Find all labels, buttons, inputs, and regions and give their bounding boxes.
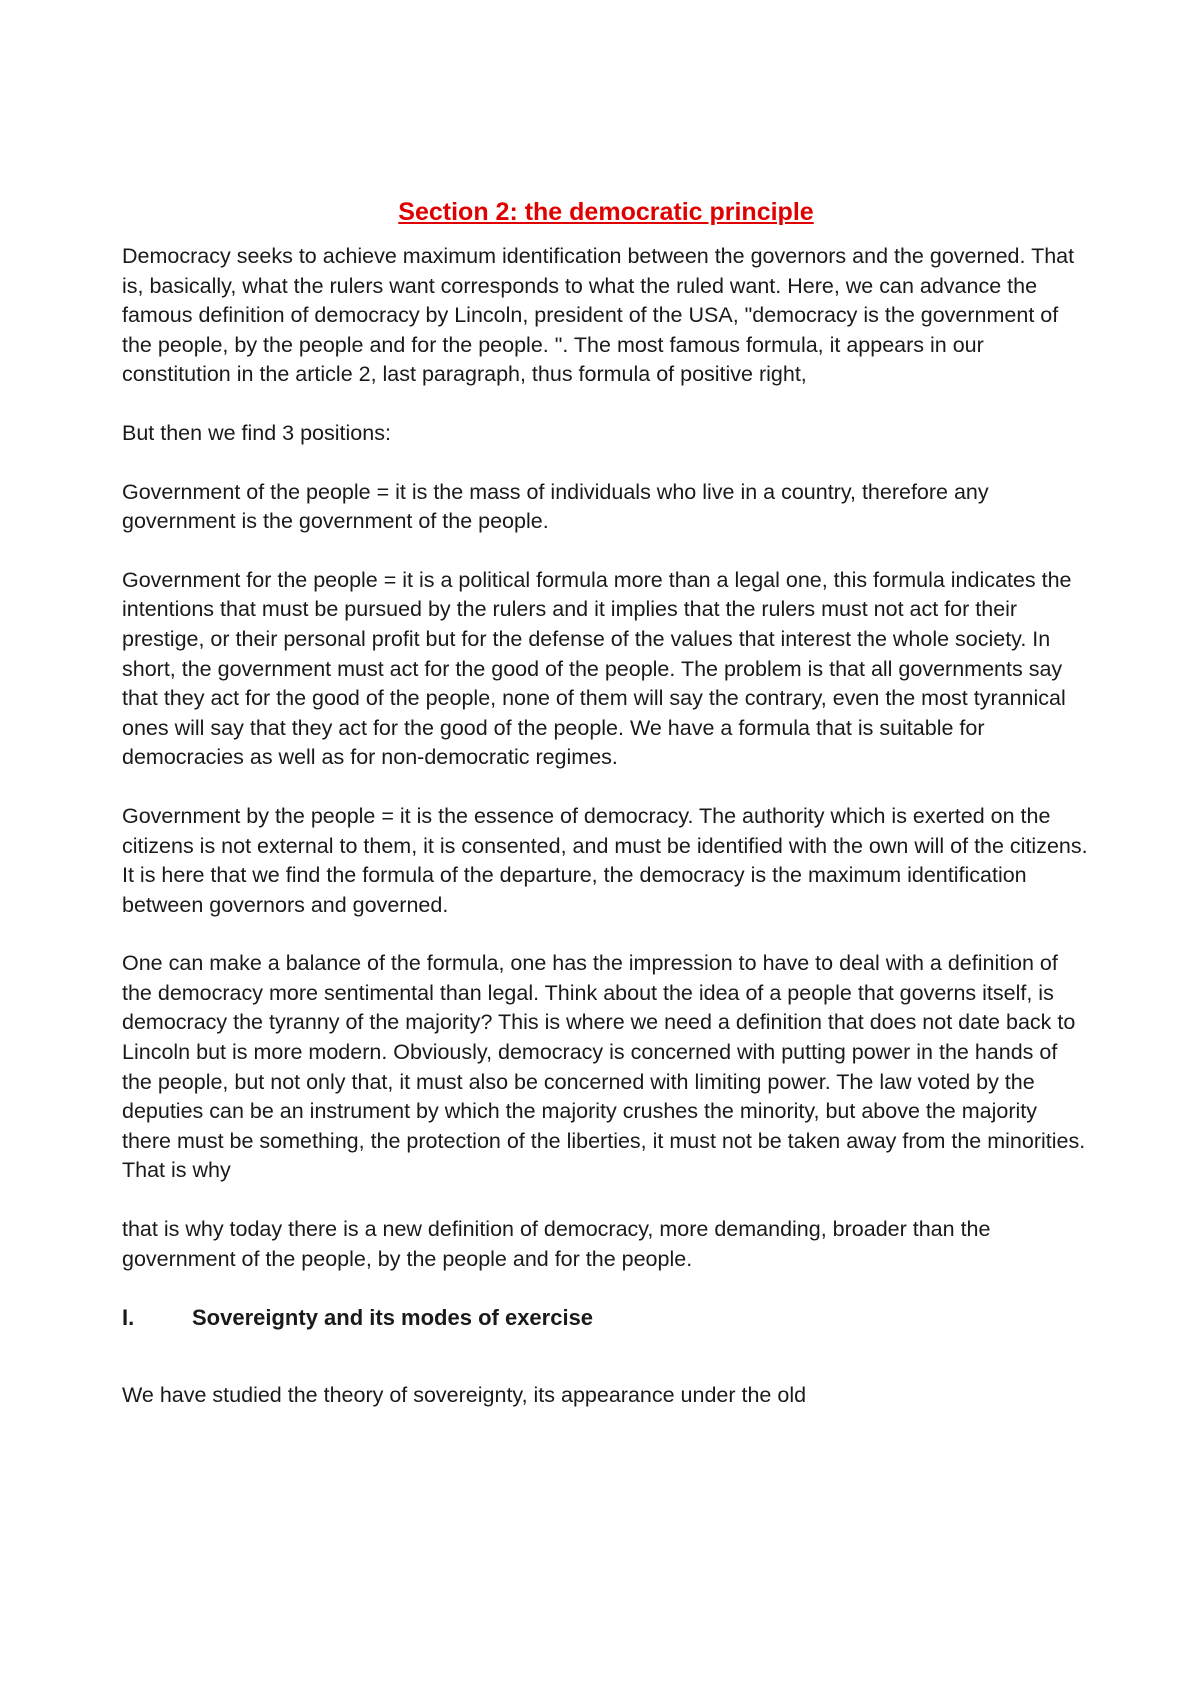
paragraph-government-of-people: Government of the people = it is the mass of individuals who live in a country, therefore any government is the government of the people. bbox=[122, 479, 989, 534]
subsection-number: I. bbox=[122, 1305, 135, 1331]
section-title: Section 2: the democratic principle bbox=[398, 198, 814, 226]
paragraph-sovereignty-intro: We have studied the theory of sovereignty, its appearance under the old bbox=[122, 1383, 807, 1408]
subsection-heading bbox=[122, 1303, 1090, 1333]
paragraph-positions-intro: But then we find 3 positions: bbox=[122, 420, 391, 445]
paragraph-balance-of-formula: One can make a balance of the formula, one has the impression to have to deal with a definition of the democracy more sentimental than legal. Think about the idea of a people that governs itself, is democracy the tyranny of the majority? This is where we need a definition that does not date back to Lincoln but is more modern. Obviously, democracy is concerned with putting power in the hands of the people, but not only that, it must also be concerned with limiting power. The law voted by the deputies can be an instrument by which the majority crushes the minority, but above the majority there must be something, the protection of the liberties, it must not be taken away from the minorities. That is why bbox=[122, 951, 1086, 1183]
paragraph-government-for-people: Government for the people = it is a political formula more than a legal one, this formula indicates the intentions that must be pursued by the rulers and it implies that the rulers must not act for their prestige, or their personal profit but for the defense of the values that interest the whole society. In short, the government must act for the good of the people. The problem is that all governments say that they act for the good of the people, none of them will say the contrary, even the most tyrannical ones will say that they act for the good of the people. We have a formula that is suitable for democracies as well as for non-democratic regimes. bbox=[122, 567, 1072, 770]
subsection-title: Sovereignty and its modes of exercise bbox=[192, 1305, 594, 1331]
paragraph-government-by-people: Government by the people = it is the essence of democracy. The authority which is exerted on the citizens is not external to them, it is consented, and must be identified with the own will of the citizens. It is here that we find the formula of the departure, the democracy is the maximum identification between governors and governed. bbox=[122, 803, 1088, 917]
document-body bbox=[122, 196, 1090, 1440]
paragraph-new-definition: that is why today there is a new definition of democracy, more demanding, broader than the government of the people, by the people and for the people. bbox=[122, 1217, 991, 1271]
paragraph-definition: Democracy seeks to achieve maximum identification between the governors and the governed. That is, basically, what the rulers want corresponds to what the ruled want. Here, we can advance the famous definition of democracy by Lincoln, president of the USA, "democracy is the government of the people, by the people and for the people. ". The most famous formula, it appears in our constitution in the article 2, last paragraph, thus formula of positive right, bbox=[122, 244, 1075, 387]
